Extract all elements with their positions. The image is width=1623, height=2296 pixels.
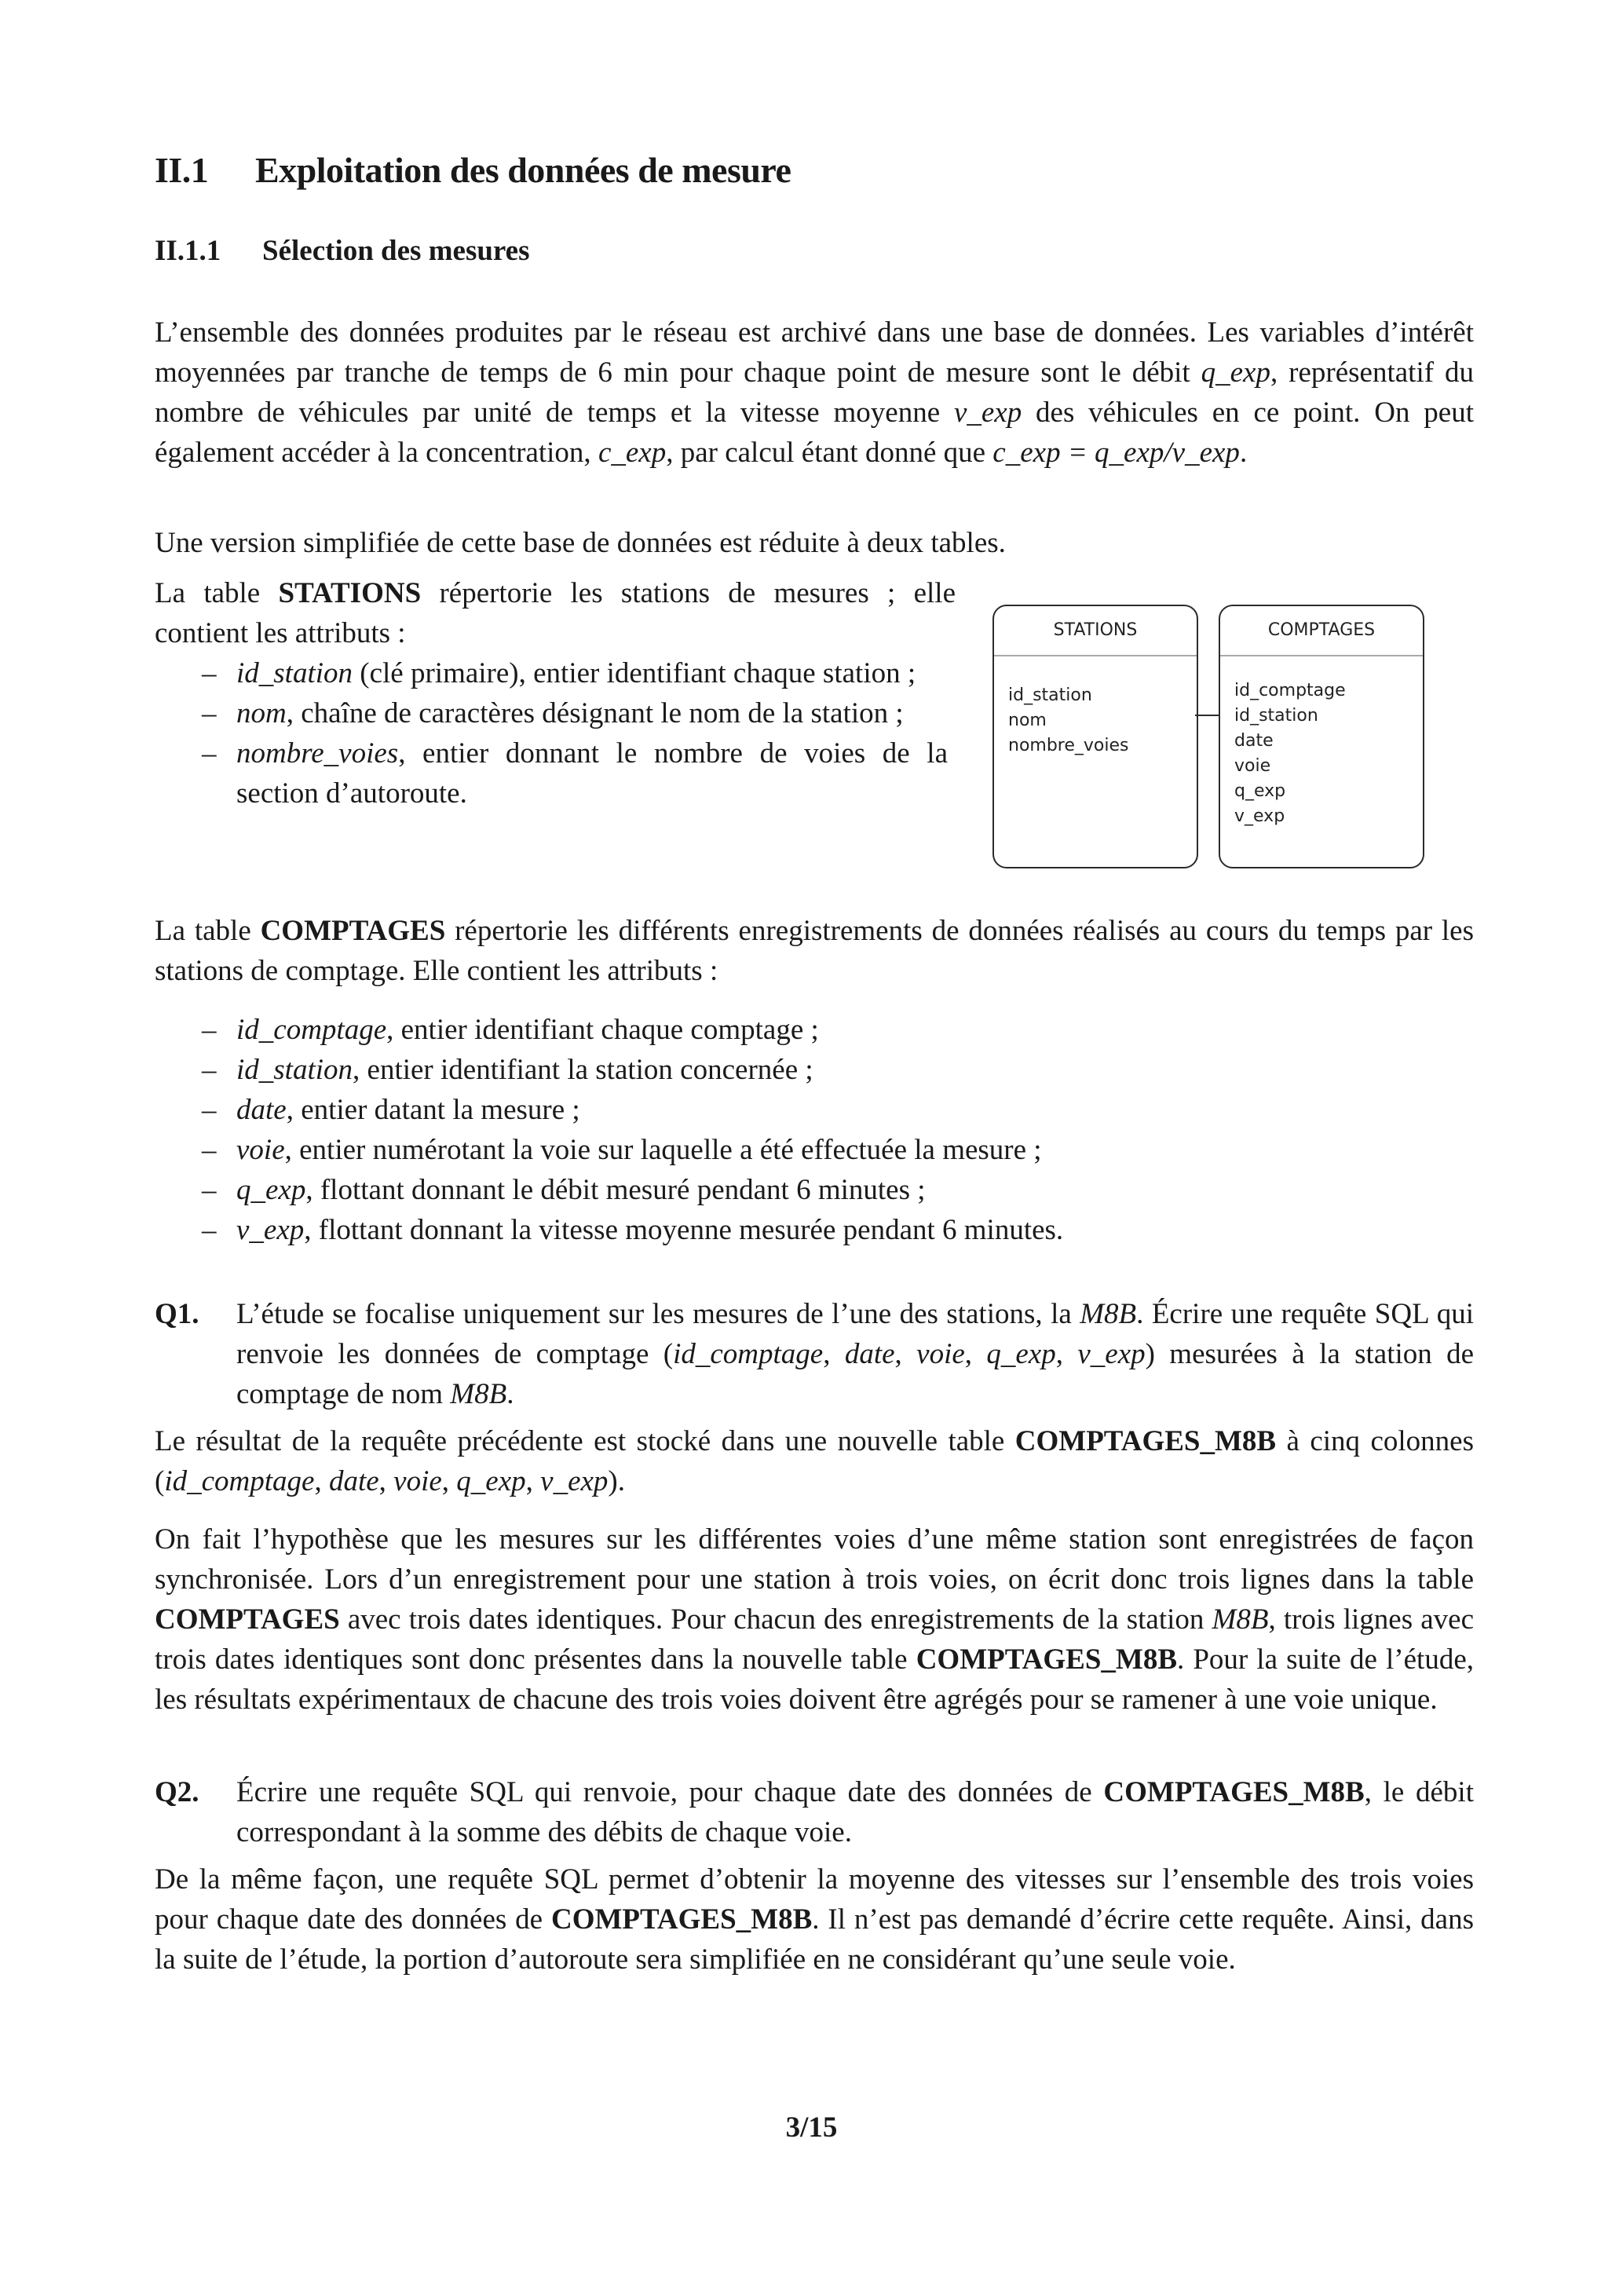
text-run: , chaîne de caractères désignant le nom de la station ; bbox=[286, 697, 904, 729]
attribute-item bbox=[155, 653, 948, 693]
subsection-title: Sélection des mesures bbox=[262, 235, 530, 267]
attribute-item bbox=[155, 1170, 1474, 1210]
same-way-paragraph bbox=[155, 1859, 1474, 1980]
text-run: , entier identifiant la station concernée ; bbox=[353, 1054, 813, 1086]
text-run: Écrire une requête SQL qui renvoie, pour chaque date des données de bbox=[236, 1776, 1104, 1808]
text-run: . Pour la suite de l’étude, les résultats expérimentaux de chacune des trois voies doivent être agrégés pour se ramener à une voie unique. bbox=[155, 1643, 1474, 1716]
entity-field: date bbox=[1234, 731, 1274, 751]
text-run: , flottant donnant le débit mesuré pendant 6 minutes ; bbox=[305, 1174, 926, 1206]
italic-term: M8B bbox=[450, 1378, 507, 1410]
entity-field: v_exp bbox=[1234, 806, 1285, 826]
text-run: , trois lignes avec trois dates identiques sont donc présentes dans la nouvelle table bbox=[155, 1603, 1474, 1676]
text-run: à cinq colonnes ( bbox=[155, 1425, 1474, 1497]
text-run: , bbox=[314, 1465, 329, 1497]
text-run: Une version simplifiée de cette base de données est réduite à deux tables. bbox=[155, 527, 1006, 559]
italic-term: v_exp bbox=[953, 397, 1022, 429]
relation-line bbox=[1195, 715, 1219, 716]
text-run: des véhicules en ce point. On peut également accéder à la concentration, bbox=[155, 397, 1474, 469]
entity-field: q_exp bbox=[1234, 781, 1286, 801]
italic-term: v_exp bbox=[1077, 1338, 1146, 1370]
entity-field: id_comptage bbox=[1234, 681, 1346, 700]
text-run: , par calcul étant donné que bbox=[666, 437, 993, 469]
attribute-item bbox=[155, 1090, 1474, 1130]
section-number: II.1 bbox=[155, 150, 209, 190]
attribute-item bbox=[155, 733, 948, 813]
italic-term: v_exp bbox=[540, 1465, 609, 1497]
italic-term: q_exp bbox=[1201, 356, 1270, 389]
stations-attribute-list bbox=[155, 653, 948, 813]
attribute-item bbox=[155, 1010, 1474, 1050]
text-run: , bbox=[894, 1338, 917, 1370]
text-run: L’ensemble des données produites par le réseau est archivé dans une base de données. Les variables d’intérêt moyennées par tranche de temps de 6 min pour chaque point de mesure sont le débit bbox=[155, 316, 1474, 389]
text-run: , entier identifiant chaque comptage ; bbox=[386, 1014, 819, 1046]
italic-term: date bbox=[236, 1094, 287, 1126]
italic-term: voie bbox=[916, 1338, 965, 1370]
bold-term: COMPTAGES_M8B bbox=[550, 1903, 813, 1936]
text-run: , bbox=[378, 1465, 394, 1497]
text-run: , bbox=[823, 1338, 845, 1370]
text-run: ) mesurées à la station de comptage de nom bbox=[236, 1338, 1475, 1410]
italic-term: c_exp = q_exp/v_exp bbox=[992, 437, 1240, 469]
list-dash: – bbox=[202, 657, 217, 689]
question-label: Q2. bbox=[155, 1776, 199, 1808]
attribute-item bbox=[155, 1050, 1474, 1090]
text-run: (clé primaire), entier identifiant chaque station ; bbox=[353, 657, 916, 689]
entity-stations-title: STATIONS bbox=[994, 606, 1197, 656]
section-heading bbox=[155, 149, 791, 191]
intro-paragraph bbox=[155, 313, 1474, 473]
text-run: ). bbox=[608, 1465, 625, 1497]
text-run: , bbox=[525, 1465, 541, 1497]
bold-term: COMPTAGES bbox=[260, 915, 446, 947]
text-run: répertorie les stations de mesures ; elle contient les attributs : bbox=[155, 577, 956, 649]
italic-term: q_exp bbox=[456, 1465, 526, 1497]
list-dash: – bbox=[202, 1174, 217, 1206]
page-number: 3/15 bbox=[785, 2111, 838, 2144]
question-text bbox=[236, 1294, 1474, 1414]
text-run: répertorie les différents enregistrements de données réalisés au cours du temps par les stations de comptage. Elle contient les attributs : bbox=[155, 915, 1474, 987]
italic-term: c_exp bbox=[598, 437, 667, 469]
list-dash: – bbox=[202, 1134, 217, 1166]
text-run: Le résultat de la requête précédente est stocké dans une nouvelle table bbox=[155, 1425, 1015, 1457]
list-dash: – bbox=[202, 1094, 217, 1126]
list-dash: – bbox=[202, 1054, 217, 1086]
entity-comptages-title: COMPTAGES bbox=[1220, 606, 1423, 656]
italic-term: id_comptage bbox=[164, 1465, 315, 1497]
entity-field: id_station bbox=[1008, 686, 1092, 705]
comptages-attribute-list bbox=[155, 1010, 1474, 1250]
attribute-item bbox=[155, 693, 948, 733]
italic-term: M8B bbox=[1212, 1603, 1269, 1636]
text-run: , bbox=[964, 1338, 987, 1370]
attribute-item bbox=[155, 1210, 1474, 1250]
entity-field: voie bbox=[1234, 756, 1271, 776]
text-run: , flottant donnant la vitesse moyenne mesurée pendant 6 minutes. bbox=[304, 1214, 1064, 1246]
italic-term: q_exp bbox=[236, 1174, 306, 1206]
text-run: La table bbox=[155, 577, 279, 609]
section-title: Exploitation des données de mesure bbox=[255, 150, 791, 190]
entity-comptages bbox=[1219, 605, 1424, 868]
question-q2 bbox=[155, 1772, 1474, 1852]
italic-term: id_comptage bbox=[236, 1014, 387, 1046]
text-run: L’étude se focalise uniquement sur les mesures de l’une des stations, la bbox=[236, 1298, 1080, 1330]
list-dash: – bbox=[202, 1214, 217, 1246]
text-run: , bbox=[1055, 1338, 1078, 1370]
text-run: . bbox=[1239, 437, 1248, 469]
entity-field: nom bbox=[1008, 711, 1047, 730]
bold-term: COMPTAGES_M8B bbox=[1014, 1425, 1277, 1457]
italic-term: id_station bbox=[236, 657, 353, 689]
bold-term: COMPTAGES bbox=[155, 1603, 340, 1636]
subsection-heading bbox=[155, 234, 530, 268]
attribute-item bbox=[155, 1130, 1474, 1170]
result-stored-paragraph bbox=[155, 1421, 1474, 1501]
text-run: , le débit correspondant à la somme des débits de chaque voie. bbox=[236, 1776, 1474, 1848]
bold-term: STATIONS bbox=[278, 577, 422, 609]
entity-stations-fields bbox=[1008, 683, 1128, 759]
text-run: , entier datant la mesure ; bbox=[286, 1094, 580, 1126]
bold-term: COMPTAGES_M8B bbox=[1103, 1776, 1365, 1808]
question-text bbox=[236, 1772, 1474, 1852]
text-run: De la même façon, une requête SQL permet d’obtenir la moyenne des vitesses sur l’ensemble des trois voies pour chaque date des données de bbox=[155, 1863, 1474, 1936]
italic-term: id_station bbox=[236, 1054, 353, 1086]
stations-intro-paragraph bbox=[155, 573, 956, 653]
italic-term: date bbox=[328, 1465, 379, 1497]
text-run: . Il n’est pas demandé d’écrire cette requête. Ainsi, dans la suite de l’étude, la portion d’autoroute sera simplifiée en ne considérant qu’une seule voie. bbox=[155, 1903, 1474, 1976]
entity-field: nombre_voies bbox=[1008, 736, 1129, 755]
entity-comptages-fields bbox=[1234, 678, 1346, 829]
entity-field: id_station bbox=[1234, 706, 1318, 726]
question-label: Q1. bbox=[155, 1298, 199, 1330]
italic-term: voie bbox=[393, 1465, 442, 1497]
hypothesis-paragraph bbox=[155, 1519, 1474, 1720]
list-dash: – bbox=[202, 737, 217, 770]
italic-term: id_comptage bbox=[673, 1338, 824, 1370]
comptages-intro-paragraph bbox=[155, 911, 1474, 991]
text-run: avec trois dates identiques. Pour chacun des enregistrements de la station bbox=[339, 1603, 1212, 1636]
subsection-number: II.1.1 bbox=[155, 235, 221, 267]
text-run: , entier numérotant la voie sur laquelle a été effectuée la mesure ; bbox=[284, 1134, 1042, 1166]
simplified-paragraph bbox=[155, 523, 1474, 563]
text-run: , entier donnant le nombre de voies de la section d’autoroute. bbox=[236, 737, 948, 810]
italic-term: nombre_voies bbox=[236, 737, 399, 770]
text-run: . Écrire une requête SQL qui renvoie les données de comptage ( bbox=[236, 1298, 1475, 1370]
list-dash: – bbox=[202, 1014, 217, 1046]
question-q1 bbox=[155, 1294, 1474, 1414]
bold-term: COMPTAGES_M8B bbox=[916, 1643, 1178, 1676]
italic-term: date bbox=[844, 1338, 895, 1370]
list-dash: – bbox=[202, 697, 217, 729]
italic-term: nom bbox=[236, 697, 287, 729]
italic-term: v_exp bbox=[236, 1214, 305, 1246]
text-run: On fait l’hypothèse que les mesures sur les différentes voies d’une même station sont enregistrées de façon synchronisée. Lors d’un enregistrement pour une station à trois voies, on écrit donc trois lignes dans la table bbox=[155, 1523, 1474, 1596]
italic-term: q_exp bbox=[986, 1338, 1056, 1370]
text-run: La table bbox=[155, 915, 261, 947]
er-diagram bbox=[992, 605, 1448, 872]
text-run: . bbox=[506, 1378, 514, 1410]
entity-stations bbox=[992, 605, 1198, 868]
text-run: , représentatif du nombre de véhicules par unité de temps et la vitesse moyenne bbox=[155, 356, 1474, 429]
italic-term: voie bbox=[236, 1134, 285, 1166]
text-run: , bbox=[441, 1465, 457, 1497]
italic-term: M8B bbox=[1080, 1298, 1137, 1330]
